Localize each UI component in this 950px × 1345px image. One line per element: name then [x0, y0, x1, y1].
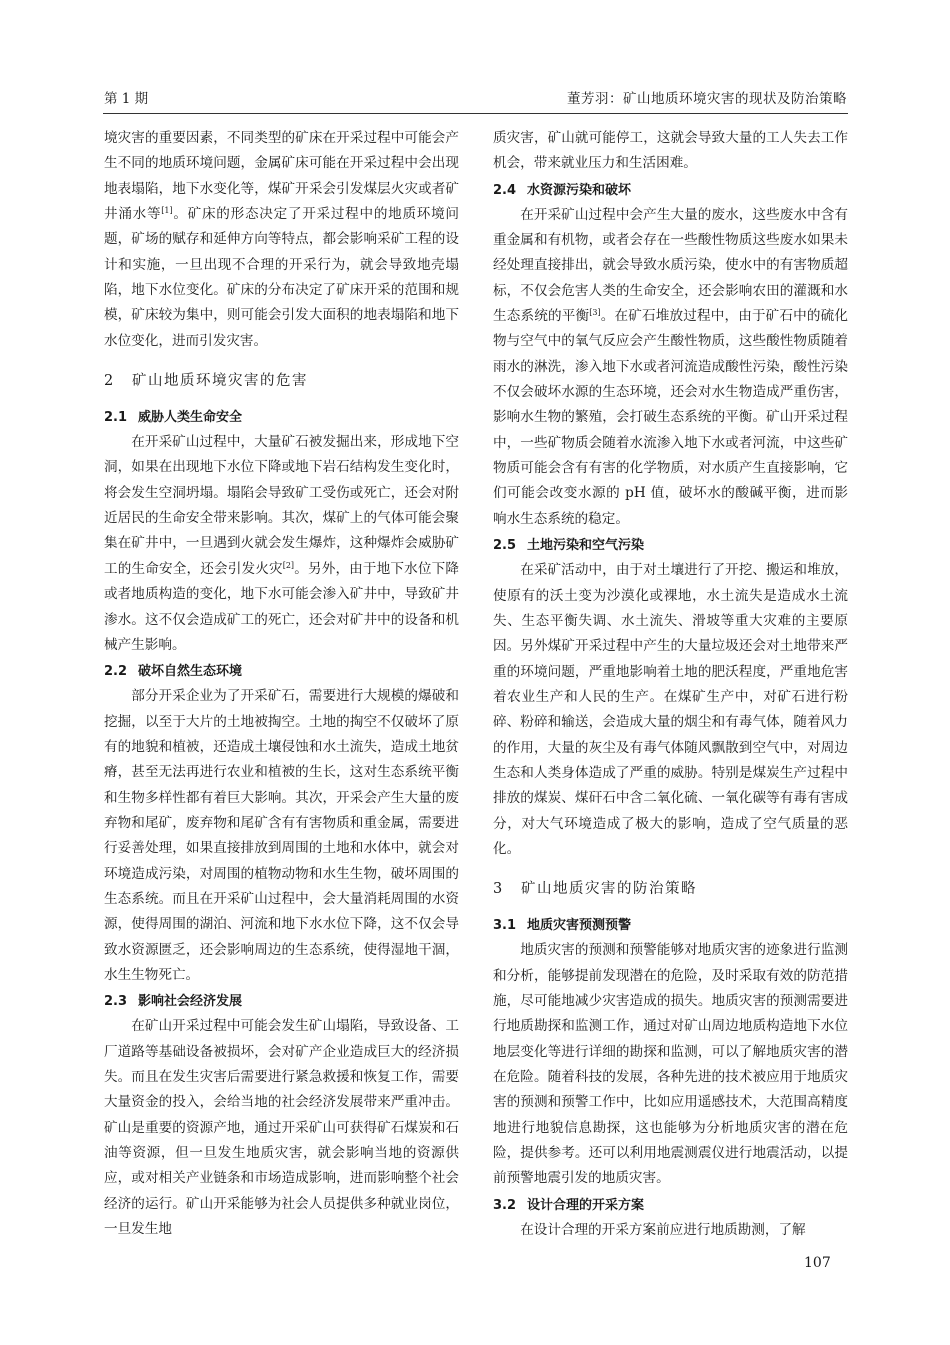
subsection-heading: 2.3 影响社会经济发展 — [104, 994, 243, 1010]
subsection-heading: 2.4 水资源污染和破坏 — [493, 182, 632, 198]
header-rule — [103, 113, 848, 114]
section-heading: 2 矿山地质环境灾害的危害 — [104, 373, 308, 390]
paragraph: 在矿山开采过程中可能会发生矿山塌陷，导致设备、工厂道路等基础设备被损坏，会对矿产企业造成巨大的经济损失。而且在发生灾害后需要进行紧急救援和恢复工作，需要大量资金的投入，会给当地的社会经济发展带来严重冲击。矿山是重要的资源产地，通过开采矿山可获得矿石煤炭和石油等资源，但一旦发生地质灾害，就会影响当地的资源供应，或对相关产业链条和市场造成影响，进而影响整个社会经济的运行。矿山开采能够为社会人员提供多种就业岗位，一旦发生地 — [104, 1018, 459, 1238]
citation[interactable]: [2] — [282, 560, 295, 570]
paragraph: 境灾害的重要因素，不同类型的矿床在开采过程中可能会产生不同的地质环境问题，金属矿床可能在开采过程中会出现地表塌陷，地下水变化等，煤矿开采会引发煤层火灾或者矿井涌水等[1]。矿床的形态决定了开采过程中的地质环境问题，矿场的赋存和延伸方向等特点，都会影响采矿工程的设计和实施，一旦出现不合理的开采行为，就会导致地壳塌陷，地下水位变化。矿床的分布决定了矿床开采的范围和规模，矿床较为集中，则可能会引发大面积的地表塌陷和地下水位变化，进而引发灾害。 — [104, 130, 460, 349]
paragraph: 部分开采企业为了开采矿石，需要进行大规模的爆破和挖掘，以至于大片的土地被掏空。土地的掏空不仅破坏了原有的地貌和植被，还造成土壤侵蚀和水土流失，造成土地贫瘠，甚至无法再进行农业和植被的生长，这对生态系统平衡和生物多样性都有着巨大影响。其次，开采会产生大量的废弃物和尾矿，废弃物和尾矿含有有害物质和重金属，需要进行妥善处理，如果直接排放到周围的土地和水体中，就会对环境造成污染，对周围的植物动物和水生生物，破坏周围的生态系统。而且在开采矿山过程中，会大量消耗周围的水资源，使得周围的湖泊、河流和地下水水位下降，这不仅会导致水资源匮乏，还会影响周边的生态系统，使得湿地干涸，水生生物死亡。 — [104, 688, 459, 983]
paragraph: 在开采矿山过程中，大量矿石被发掘出来，形成地下空洞，如果在出现地下水位下降或地下岩石结构发生变化时，将会发生空洞坍塌。塌陷会导致矿工受伤或死亡，还会对附近居民的生命安全带来影响。其次，煤矿上的气体可能会聚集在矿井中，一旦遇到火就会发生爆炸，这种爆炸会威胁矿工的生命安全，还会引发火灾[2]。另外，由于地下水位下降或者地质构造的变化，地下水可能会渗入矿井中，导致矿井渗水。这不仅会造成矿工的死亡，还会对矿井中的设备和机械产生影响。 — [104, 434, 460, 653]
subsection-heading: 3.2 设计合理的开采方案 — [493, 1197, 645, 1213]
paragraph: 在开采矿山过程中会产生大量的废水，这些废水中含有重金属和有机物，或者会存在一些酸性物质这些废水如果未经处理直接排出，就会导致水质污染，使水中的有害物质超标，不仅会危害人类的生命安全，还会影响农田的灌溉和水生态系统的平衡[3]。在矿石堆放过程中，由于矿石中的硫化物与空气中的氧气反应会产生酸性物质，这些酸性物质随着雨水的淋洗，渗入地下水或者河流造成酸性污染，酸性污染不仅会破坏水源的生态环境，还会对水生物造成严重伤害，影响水生物的繁殖，会打破生态系统的平衡。矿山开采过程中，一些矿物质会随着水流渗入地下水或者河流，中这些矿物质可能会含有有害的化学物质，对水质产生直接影响，它们可能会改变水源的 pH 值，破坏水的酸碱平衡，进而影响水生态系统的稳定。 — [493, 206, 849, 527]
running-title: 董芳羽：矿山地质环境灾害的现状及防治策略 — [567, 91, 847, 107]
right-column — [493, 126, 848, 1243]
subsection-heading: 2.1 威胁人类生命安全 — [104, 410, 243, 426]
page-number: 107 — [804, 1255, 831, 1271]
paragraph: 地质灾害的预测和预警能够对地质灾害的迹象进行监测和分析，能够提前发现潜在的危险，及时采取有效的防范措施，尽可能地减少灾害造成的损失。地质灾害的预测需要进行地质勘探和监测工作，通过对矿山周边地质构造地下水位地层变化等进行详细的勘探和监测，可以了解地质灾害的潜在危险。随着科技的发展，各种先进的技术被应用于地质灾害的预测和预警工作中，比如应用遥感技术，大范围高精度地进行地貌信息勘探，这也能够为分析地质灾害的潜在危险，提供参考。还可以利用地震测震仪进行地震活动，以提前预警地震引发的地质灾害。 — [493, 942, 848, 1187]
issue-label: 第 1 期 — [104, 91, 149, 107]
citation[interactable]: [3] — [589, 308, 601, 318]
citation[interactable]: [1] — [161, 206, 173, 216]
paragraph: 在采矿活动中，由于对土壤进行了开挖、搬运和堆放，使原有的沃土变为沙漠化或裸地，水土流失是造成水土流失、生态平衡失调、水土流失、滑坡等重大灾难的主要原因。另外煤矿开采过程中产生的大量垃圾还会对土地带来严重的环境问题，严重地影响着土地的肥沃程度，严重地危害着农业生产和人民的生产。在煤矿生产中，对矿石进行粉碎、粉碎和输送，会造成大量的烟尘和有毒气体，随着风力的作用，大量的灰尘及有毒气体随风飘散到空气中，对周边生态和人类身体造成了严重的威胁。特别是煤炭生产过程中排放的煤炭、煤矸石中含二氧化硫、一氧化碳等有毒有害成分，对大气环境造成了极大的影响，造成了空气质量的恶化。 — [493, 562, 848, 857]
section-heading: 3 矿山地质灾害的防治策略 — [493, 881, 697, 898]
paragraph: 在设计合理的开采方案前应进行地质勘测，了解 — [520, 1221, 806, 1238]
left-column — [104, 126, 459, 1242]
subsection-heading: 2.2 破坏自然生态环境 — [104, 664, 243, 680]
subsection-heading: 2.5 土地污染和空气污染 — [493, 538, 645, 554]
subsection-heading: 3.1 地质灾害预测预警 — [493, 918, 632, 934]
paragraph: 质灾害，矿山就可能停工，这就会导致大量的工人失去工作机会，带来就业压力和生活困难。 — [493, 130, 848, 172]
